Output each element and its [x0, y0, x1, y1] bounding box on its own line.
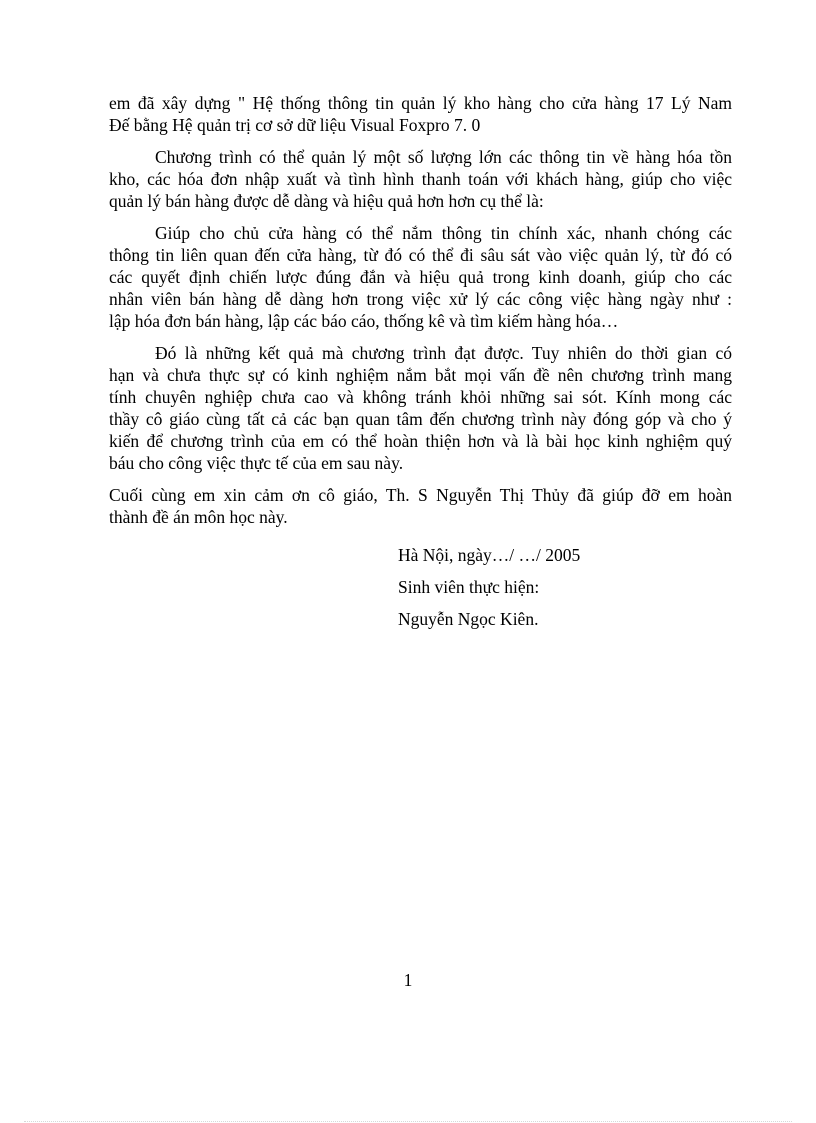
text-line: lập hóa đơn bán hàng, lập các báo cáo, thống kê và tìm kiếm hàng hóa…: [109, 311, 619, 331]
signature-place-date: Hà Nội, ngày…/ …/ 2005: [398, 545, 581, 565]
text-line: các quyết định chiến lược đúng đắn và hiệu quả trong kinh doanh, giúp cho các: [109, 267, 732, 287]
text-line: quản lý bán hàng được dễ dàng và hiệu quả hơn hơn cụ thể là:: [109, 191, 544, 211]
text-line: hạn và chưa thực sự có kinh nghiệm nắm bắt mọi vấn đề nên chương trình mang: [109, 365, 732, 385]
page-number: 1: [403, 970, 413, 990]
text-line: kho, các hóa đơn nhập xuất và tình hình thanh toán với khách hàng, giúp cho việc: [109, 169, 732, 189]
text-line: Chương trình có thể quản lý một số lượng lớn các thông tin về hàng hóa tồn: [155, 147, 732, 167]
text-line: thông tin liên quan đến cửa hàng, từ đó có thể đi sâu sát vào việc quản lý, từ đó có: [109, 245, 732, 265]
text-line: thành đề án môn học này.: [109, 507, 288, 527]
text-line: Đó là những kết quả mà chương trình đạt được. Tuy nhiên do thời gian có: [155, 343, 732, 363]
text-line: Cuối cùng em xin cảm ơn cô giáo, Th. S Nguyễn Thị Thủy đã giúp đỡ em hoàn: [109, 485, 732, 505]
text-line: báu cho công việc thực tế của em sau này.: [109, 453, 404, 473]
page-bottom-divider: [24, 1121, 792, 1122]
text-line: nhân viên bán hàng dễ dàng hơn trong việc xử lý các công việc hàng ngày như :: [109, 289, 732, 309]
text-line: kiến để chương trình của em có thể hoàn thiện hơn và là bài học kinh nghiệm quý: [109, 431, 732, 451]
text-line: em đã xây dựng " Hệ thống thông tin quản lý kho hàng cho cửa hàng 17 Lý Nam: [109, 93, 732, 113]
signature-name: Nguyễn Ngọc Kiên.: [398, 609, 539, 629]
text-line: Giúp cho chủ cửa hàng có thể nắm thông tin chính xác, nhanh chóng các: [155, 223, 732, 243]
text-line: thầy cô giáo cùng tất cả các bạn quan tâm đến chương trình này đóng góp và cho ý: [109, 409, 732, 429]
text-line: tính chuyên nghiệp chưa cao và không tránh khỏi những sai sót. Kính mong các: [109, 387, 732, 407]
signature-role: Sinh viên thực hiện:: [398, 577, 540, 597]
text-line: Đế bằng Hệ quản trị cơ sở dữ liệu Visual Foxpro 7. 0: [109, 115, 481, 135]
